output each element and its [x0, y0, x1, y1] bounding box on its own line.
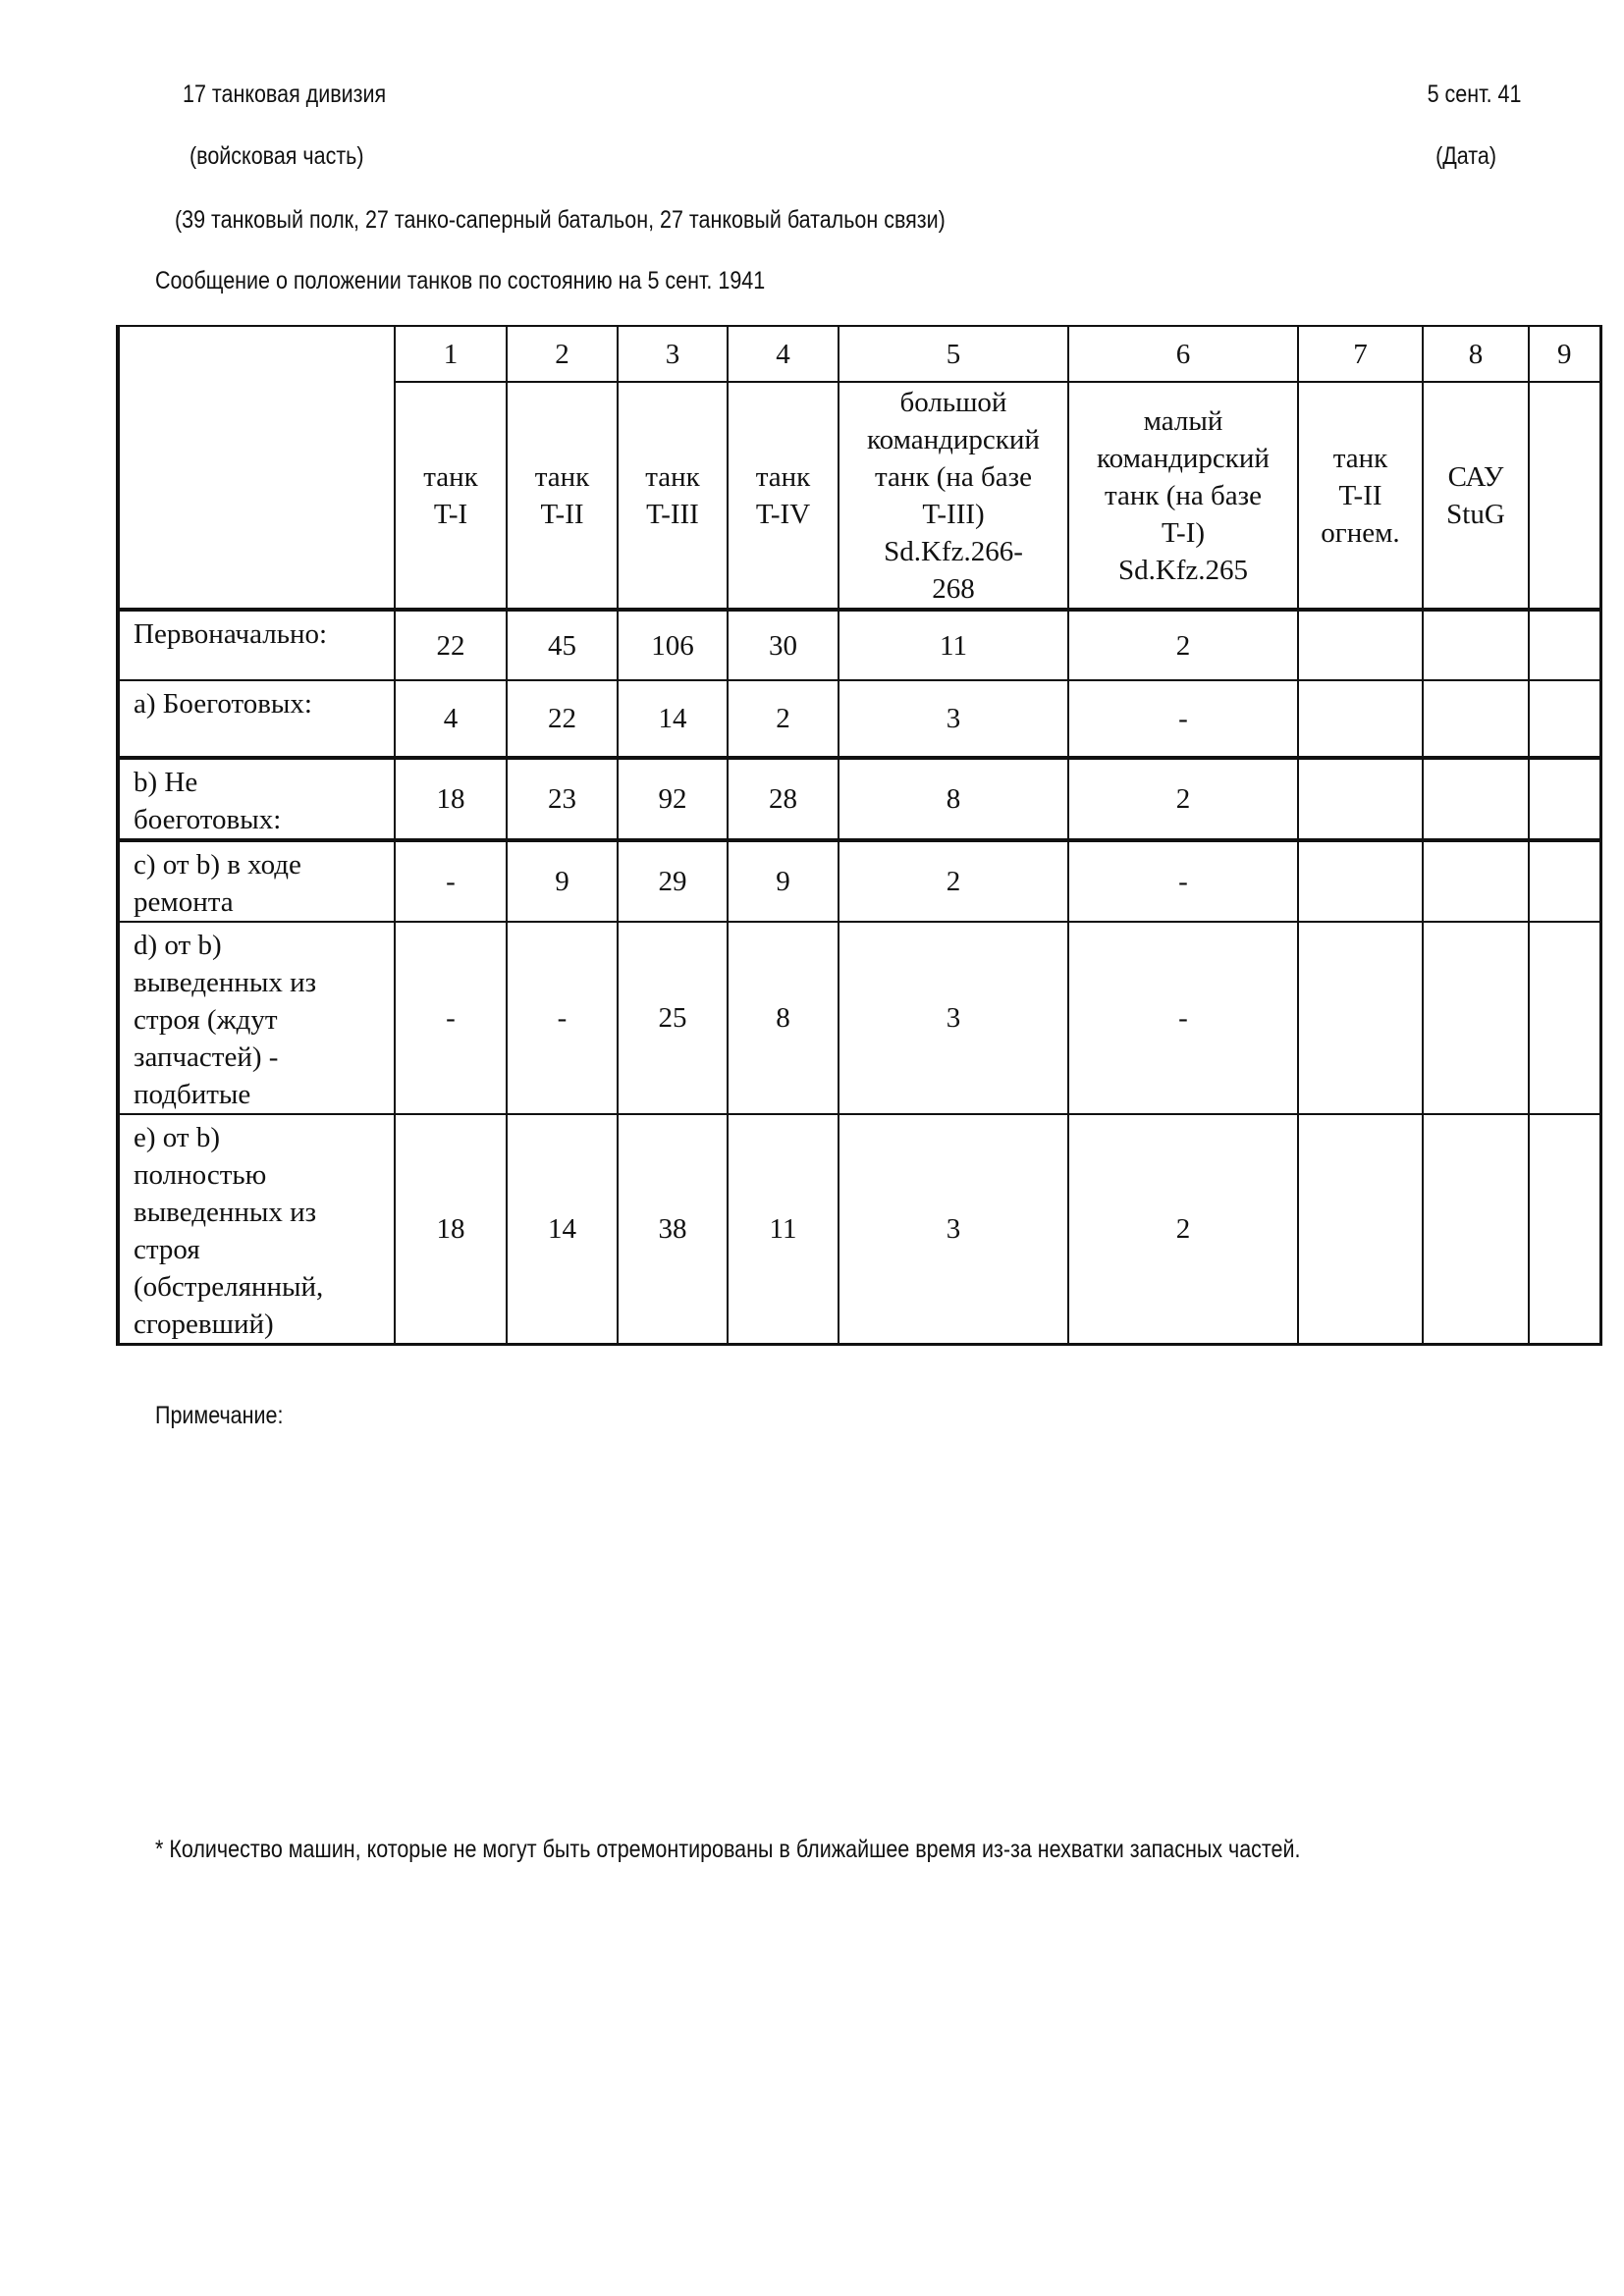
table-cell: 25: [618, 922, 728, 1114]
table-cell: -: [507, 922, 618, 1114]
table-cell: 14: [618, 680, 728, 758]
table-cell: 4: [395, 680, 507, 758]
column-name-line: T-II: [1338, 479, 1382, 511]
column-number: 4: [728, 326, 839, 382]
table-cell: 2: [1068, 1114, 1298, 1345]
footnote: * Количество машин, которые не могут быть отремонтированы в ближайшее время из-за нехватки запасных частей.: [155, 1836, 1301, 1863]
column-name: [1423, 382, 1529, 610]
column-name-line: командирский: [867, 423, 1040, 455]
column-name-line: 268: [932, 572, 975, 605]
column-name-line: T-II: [540, 498, 584, 530]
table-row: [118, 680, 1600, 758]
column-name: [1068, 382, 1298, 610]
column-number: 3: [618, 326, 728, 382]
row-label-line: ремонта: [134, 886, 234, 918]
table-row: [118, 610, 1600, 680]
table-cell: 38: [618, 1114, 728, 1345]
table-cell: [1529, 922, 1600, 1114]
row-label-line: выведенных из: [134, 967, 317, 998]
table-corner-cell: [118, 326, 395, 610]
column-name-line: T-IV: [755, 498, 811, 530]
table-cell: 3: [839, 680, 1068, 758]
table-cell: 45: [507, 610, 618, 680]
table-cell: 18: [395, 758, 507, 840]
table-cell: 28: [728, 758, 839, 840]
column-number: 5: [839, 326, 1068, 382]
table-cell: 2: [839, 840, 1068, 922]
table-cell: 22: [507, 680, 618, 758]
row-label-line: a) Боеготовых:: [134, 688, 312, 720]
column-name-line: танк (на базе: [874, 460, 1032, 493]
table-cell: 22: [395, 610, 507, 680]
military-unit: 17 танковая дивизия: [183, 80, 387, 108]
column-name-line: T-I): [1161, 516, 1206, 549]
table-cell: [1298, 840, 1423, 922]
column-name-line: танк: [423, 460, 478, 493]
table-cell: 11: [728, 1114, 839, 1345]
row-label-line: b) Не: [134, 767, 198, 798]
table-cell: 8: [728, 922, 839, 1114]
table-cell: 92: [618, 758, 728, 840]
note-label: Примечание:: [155, 1402, 284, 1429]
table-cell: 29: [618, 840, 728, 922]
table-row: [118, 922, 1600, 1114]
column-name-line: T-III: [646, 498, 699, 530]
row-label: [118, 840, 395, 922]
table-cell: 18: [395, 1114, 507, 1345]
row-label-line: Первоначально:: [134, 618, 328, 650]
column-name-line: танк: [1332, 442, 1388, 474]
column-name-line: T-III): [922, 498, 985, 530]
column-name-line: малый: [1143, 404, 1223, 437]
table-cell: [1529, 1114, 1600, 1345]
table-cell: 30: [728, 610, 839, 680]
table-cell: [1423, 1114, 1529, 1345]
row-label: [118, 922, 395, 1114]
column-name-line: командирский: [1097, 442, 1270, 474]
table-cell: [1298, 610, 1423, 680]
table-cell: 3: [839, 1114, 1068, 1345]
column-name-line: танк: [755, 460, 811, 493]
column-name: [1298, 382, 1423, 610]
table-row: [118, 758, 1600, 840]
date-caption: (Дата): [1435, 142, 1496, 170]
column-name: [395, 382, 507, 610]
table-cell: [1529, 680, 1600, 758]
table-cell: 2: [1068, 758, 1298, 840]
table-row: [118, 1114, 1600, 1345]
row-label-line: боеготовых:: [134, 804, 282, 835]
table-cell: 14: [507, 1114, 618, 1345]
row-label-line: строя (ждут: [134, 1004, 278, 1036]
row-label-line: e) от b): [134, 1122, 220, 1153]
column-name: [618, 382, 728, 610]
column-number: 1: [395, 326, 507, 382]
column-name: [507, 382, 618, 610]
row-label-line: подбитые: [134, 1079, 251, 1110]
row-label-line: выведенных из: [134, 1197, 317, 1228]
column-number: 2: [507, 326, 618, 382]
column-number: 8: [1423, 326, 1529, 382]
table-cell: 3: [839, 922, 1068, 1114]
row-label: [118, 680, 395, 758]
column-name-line: огнем.: [1321, 516, 1400, 549]
row-label-line: (обстрелянный,: [134, 1271, 324, 1303]
column-name-line: T-I: [433, 498, 468, 530]
column-name-line: Sd.Kfz.265: [1117, 554, 1249, 586]
column-name: [839, 382, 1068, 610]
row-label-line: запчастей) -: [134, 1041, 279, 1073]
row-label-line: сгоревший): [134, 1308, 274, 1340]
table-cell: -: [1068, 922, 1298, 1114]
table-cell: [1298, 758, 1423, 840]
tank-status-table: [116, 325, 1602, 1346]
table-cell: [1529, 758, 1600, 840]
table-cell: [1423, 922, 1529, 1114]
column-number: 9: [1529, 326, 1600, 382]
row-label-line: d) от b): [134, 930, 222, 961]
table-cell: [1298, 680, 1423, 758]
table-cell: 2: [728, 680, 839, 758]
table-cell: [1298, 922, 1423, 1114]
table-cell: [1298, 1114, 1423, 1345]
row-label: [118, 758, 395, 840]
table-cell: [1423, 610, 1529, 680]
column-name-line: большой: [899, 386, 1007, 418]
table-cell: [1529, 840, 1600, 922]
column-name: [728, 382, 839, 610]
column-name-line: Sd.Kfz.266-: [884, 535, 1023, 567]
table-cell: 23: [507, 758, 618, 840]
row-label: [118, 610, 395, 680]
row-label: [118, 1114, 395, 1345]
table-cell: -: [1068, 840, 1298, 922]
table-cell: -: [395, 922, 507, 1114]
table-cell: [1529, 610, 1600, 680]
report-title: Сообщение о положении танков по состоянию на 5 сент. 1941: [155, 267, 766, 294]
column-number: 7: [1298, 326, 1423, 382]
table-cell: 9: [507, 840, 618, 922]
subunits-list: (39 танковый полк, 27 танко-саперный батальон, 27 танковый батальон связи): [175, 206, 946, 234]
table-cell: 106: [618, 610, 728, 680]
table-cell: -: [395, 840, 507, 922]
table-row: [118, 840, 1600, 922]
column-name: [1529, 382, 1600, 610]
row-label-line: c) от b) в ходе: [134, 849, 301, 881]
column-name-line: танк: [645, 460, 700, 493]
column-name-line: StuG: [1446, 498, 1505, 530]
table-cell: [1423, 758, 1529, 840]
row-label-line: полностью: [134, 1159, 267, 1191]
military-unit-caption: (войсковая часть): [189, 142, 364, 170]
table-cell: [1423, 840, 1529, 922]
table-cell: 8: [839, 758, 1068, 840]
table-cell: -: [1068, 680, 1298, 758]
column-name-line: танк (на базе: [1104, 479, 1262, 511]
table-cell: [1423, 680, 1529, 758]
column-name-line: танк: [534, 460, 590, 493]
report-date: 5 сент. 41: [1427, 80, 1521, 108]
column-number: 6: [1068, 326, 1298, 382]
table-cell: 11: [839, 610, 1068, 680]
table-cell: 9: [728, 840, 839, 922]
column-name-line: САУ: [1447, 460, 1504, 493]
row-label-line: строя: [134, 1234, 200, 1265]
table-cell: 2: [1068, 610, 1298, 680]
